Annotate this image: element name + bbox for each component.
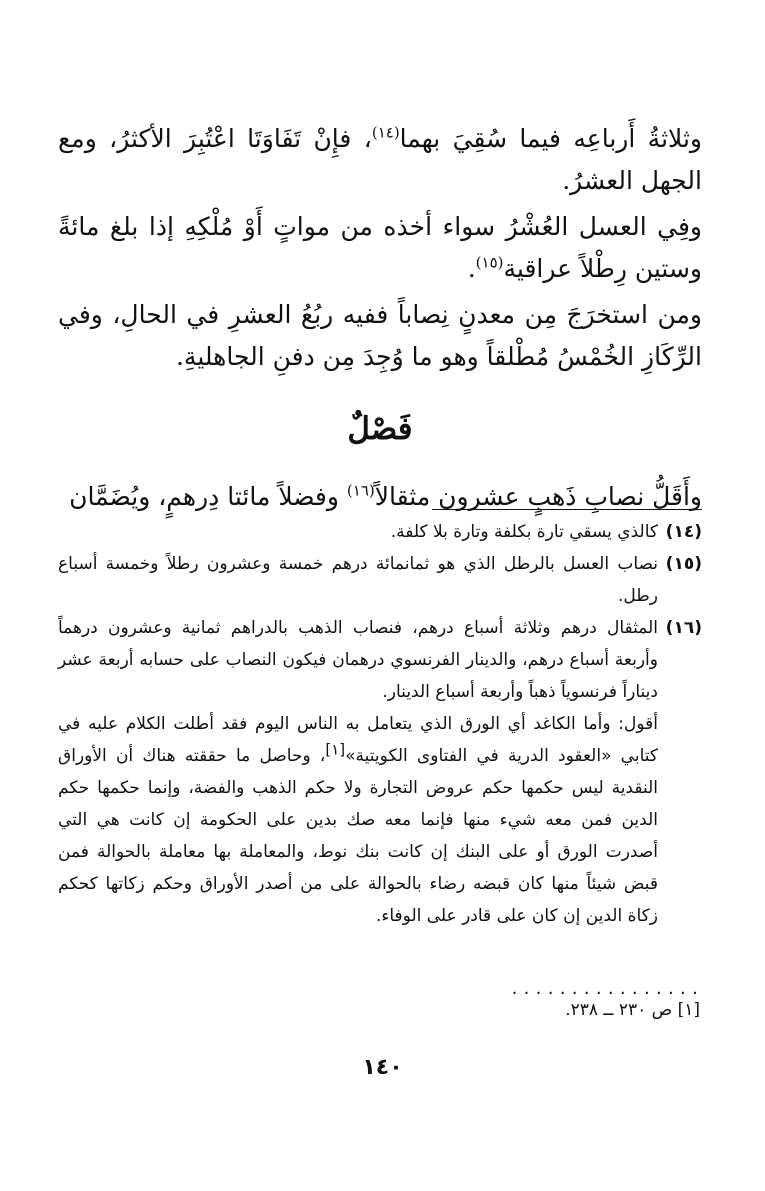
footnote-text: كالذي يسقي تارة بكلفة وتارة بلا كلفة. [390,522,658,542]
main-text [58,118,702,522]
footnote-number: (١٤) [665,522,702,542]
footnote-15 [58,548,702,612]
footnote-number: (١٦) [665,618,702,638]
footnote-ref-14: (١٤) [371,123,400,142]
paragraph-4: وأَقَلُّ نصابِ ذَهبٍ عشرون مثقالاً$^{(١٦)}$ وفضلاً مائتا دِرهمٍ، ويُضَمَّان [69,481,702,511]
footnote-16 [58,612,702,708]
footnote-text: المثقال درهم وثلاثة أسباع درهم، فنصاب الذهب بالدراهم ثمانية وعشرون درهماً وأربعة أسباع درهم، والدينار الفرنسوي درهمان فيكون النصاب على حسابه أربعة عشر ديناراً فرنسوياً ذهباً وأربعة أسباع الدينار. [58,618,658,702]
editor-comment: أقول: وأما الكاغد أي الورق الذي يتعامل به الناس اليوم فقد أطلت الكلام عليه في كتابي «العقود الدرية في الفتاوى الكويتية»[١]، وحاصل ما حققته هناك أن الأوراق النقدية ليس حكمها حكم عروض التجارة ولا حكم الذهب والفضة، وإنما حكمها حكم الدين فمن معه شيء منها فإنما معه صك بدين على الحكومة إن كانت هي التي أصدرت الورق أو على البنك إن كانت بنك نوط، والمعاملة بها معاملة بالحوالة فمن قبض شيئاً منها كان قبضه رضاء بالحوالة على من أصدر الأوراق وحكم زكاتها كحكم زكاة الدين إن كان على قادر على الوفاء. [58,714,658,926]
footnote-number: (١٥) [665,554,702,574]
footnote-text: نصاب العسل بالرطل الذي هو ثمانمائة درهم خمسة وعشرون رطلاً وخمسة أسباع رطل. [58,554,658,606]
paragraph-1: وثلاثةُ أَرباعِه فيما سُقِيَ بهما$^{(١٤)}$، فإِنْ تَفَاوَتَا اعْتُبِرَ الأكثرُ، ومع الجهل العشرُ. [58,123,702,195]
footnotes [58,516,702,932]
footnote-divider [432,509,702,510]
footnote-ref-15: (١٥) [475,253,504,272]
dotted-separator: ................ [510,980,703,998]
reference-marker: [١] [325,740,346,759]
footnote-14 [58,516,702,548]
footnote-ref-16: (١٦) [346,481,375,500]
paragraph-3: ومن استخرَجَ مِن معدنٍ نِصاباً ففيه ربُعُ العشرِ في الحالِ، وفي الرِّكَازِ الخُمْسُ مُطْلقاً وهو ما وُجِدَ مِن دفنِ الجاهليةِ. [58,300,702,371]
paragraph-2: وفِي العسل العُشْرُ سواء أخذه من مواتٍ أَوْ مُلْكِهِ إذا بلغ مائةً وستين رِطْلاً عراقية$^{(١٥)}$. [58,212,702,283]
reference-note: [١] ص ٢٣٠ ــ ٢٣٨. [565,1000,700,1020]
section-heading: فَصْلٌ [347,411,413,447]
page-number: ١٤٠ [362,1055,403,1080]
